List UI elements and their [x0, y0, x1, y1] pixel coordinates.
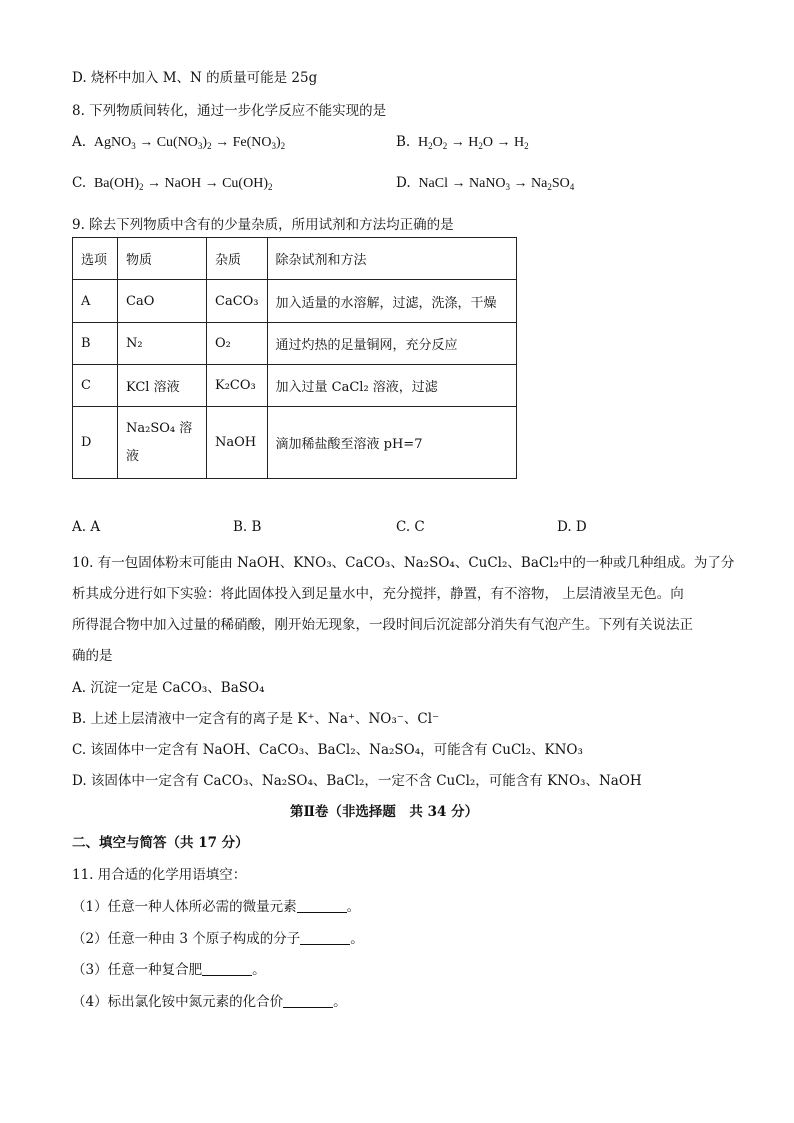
answer-blank[interactable] — [202, 963, 252, 976]
table-row — [73, 323, 517, 365]
q8-option-d-formula: NaCl → NaNO$_3$ → $Na_2SO_4$ — [414, 176, 575, 192]
part2-title: 第Ⅱ卷（非选择题 共 34 分） — [290, 804, 479, 820]
q11-item-2-text: （2）任意一种由 3 个原子构成的分子 — [72, 931, 301, 947]
answer-blank[interactable] — [297, 900, 347, 913]
q8-option-d-label: D. — [396, 175, 411, 191]
q10-line3: 所得混合物中加入过量的稀硝酸，刚开始无现象，一段时间后沉淀部分消失有气泡产生。下列有关说法正 — [72, 617, 693, 633]
q8-option-c-label: C. — [72, 175, 87, 191]
cell-method: 滴加稀盐酸至溶液 pH=7 — [267, 407, 516, 479]
table-row — [73, 407, 517, 479]
cell-method: 加入适量的水溶解，过滤，洗涤，干燥 — [267, 280, 516, 323]
cell-substance: CaO — [118, 280, 207, 323]
header-method: 除杂试剂和方法 — [267, 238, 516, 280]
header-substance: 物质 — [118, 238, 207, 280]
header-option: 选项 — [73, 238, 118, 280]
item-end: 。 — [346, 899, 361, 915]
q8-option-b-formula: $H_2O_2 \to H_2O \to H_2$ — [414, 135, 529, 151]
q11-item-4-text: （4）标出氯化铵中氮元素的化合价 — [72, 994, 284, 1010]
q10-option-a: A. 沉淀一定是 CaCO₃、BaSO₄ — [72, 680, 265, 696]
q9-answer-c: C. C — [396, 519, 425, 535]
cell-substance-line1: Na₂SO₄ 溶 — [126, 420, 193, 436]
cell-substance — [118, 407, 207, 479]
table-header-row — [73, 238, 517, 280]
cell-option: B — [73, 323, 118, 365]
cell-impurity: CaCO₃ — [207, 280, 268, 323]
q8-stem: 8. 下列物质间转化，通过一步化学反应不能实现的是 — [72, 103, 387, 119]
item-end: 。 — [333, 994, 347, 1010]
cell-method: 加入过量 CaCl₂ 溶液，过滤 — [267, 365, 516, 407]
q8-option-b-label: B. — [396, 134, 411, 150]
q9-stem: 9. 除去下列物质中含有的少量杂质，所用试剂和方法均正确的是 — [72, 217, 454, 233]
q8-option-d — [396, 175, 574, 192]
cell-substance-line2: 液 — [126, 448, 140, 464]
q9-answer-a: A. A — [72, 519, 101, 535]
header-impurity: 杂质 — [207, 238, 268, 280]
q10-option-c: C. 该固体中一定含有 NaOH、CaCO₃、BaCl₂、Na₂SO₄，可能含有 CuCl₂、KNO₃ — [72, 742, 583, 758]
item-end: 。 — [350, 931, 364, 947]
answer-blank[interactable] — [300, 932, 350, 945]
table-row — [73, 280, 517, 323]
q11-item-3 — [72, 958, 266, 978]
cell-impurity: NaOH — [207, 407, 268, 479]
q8-option-c — [72, 175, 272, 192]
q7-option-d: D. 烧杯中加入 M、N 的质量可能是 25g — [72, 70, 318, 86]
item-end: 。 — [252, 962, 266, 978]
q9-answer-b: B. B — [233, 519, 262, 535]
q8-option-c-formula: $Ba(OH)_2$ → NaOH → $Cu(OH)_2$ — [90, 176, 273, 192]
table-row — [73, 365, 517, 407]
q8-option-a-label: A. — [72, 134, 87, 150]
cell-method: 通过灼热的足量铜网，充分反应 — [267, 323, 516, 365]
cell-impurity: O₂ — [207, 323, 268, 365]
cell-option: A — [73, 280, 118, 323]
q11-item-1-text: （1）任意一种人体所必需的微量元素 — [72, 899, 297, 915]
q8-option-a-formula: AgNO$_3$ → $Cu(NO_3)_2 \to Fe(NO_3)_2$ — [90, 135, 286, 151]
q11-item-4 — [72, 990, 347, 1010]
q10-option-b: B. 上述上层清液中一定含有的离子是 K⁺、Na⁺、NO₃⁻、Cl⁻ — [72, 711, 440, 727]
cell-option: C — [73, 365, 118, 407]
cell-substance: KCl 溶液 — [118, 365, 207, 407]
q10-line1: 10. 有一包固体粉末可能由 NaOH、KNO₃、CaCO₃、Na₂SO₄、CuCl₂、BaCl₂中的一种或几种组成。为了分 — [72, 555, 735, 571]
cell-impurity: K₂CO₃ — [207, 365, 268, 407]
q9-table — [72, 237, 517, 479]
q10-option-d: D. 该固体中一定含有 CaCO₃、Na₂SO₄、BaCl₂，一定不含 CuCl₂，可能含有 KNO₃、NaOH — [72, 773, 642, 789]
answer-blank[interactable] — [283, 995, 333, 1008]
section2-title: 二、填空与简答（共 17 分） — [72, 835, 249, 851]
q11-item-2 — [72, 927, 364, 947]
q8-option-a — [72, 134, 285, 151]
q11-item-1 — [72, 895, 360, 915]
q10-line4: 确的是 — [72, 648, 113, 664]
q11-item-3-text: （3）任意一种复合肥 — [72, 962, 203, 978]
q10-line2: 析其成分进行如下实验：将此固体投入到足量水中，充分搅拌，静置，有不溶物， 上层清液呈无色。向 — [72, 586, 684, 602]
q9-answer-d: D. D — [557, 519, 587, 535]
q8-option-b — [396, 134, 529, 151]
cell-option: D — [73, 407, 118, 479]
cell-substance: N₂ — [118, 323, 207, 365]
q11-stem: 11. 用合适的化学用语填空： — [72, 867, 247, 883]
